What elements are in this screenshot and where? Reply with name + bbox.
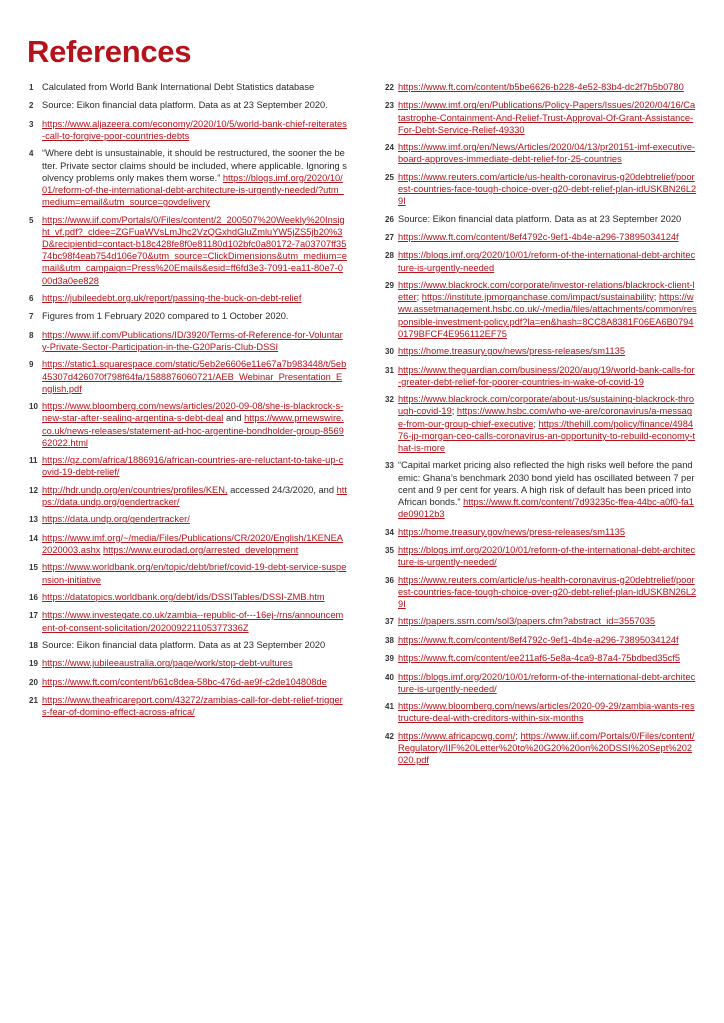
reference-item — [29, 292, 347, 305]
reference-item — [29, 214, 347, 287]
reference-item — [29, 657, 347, 670]
reference-text — [398, 81, 697, 94]
reference-number: 21 — [29, 696, 38, 706]
reference-item — [29, 147, 347, 208]
reference-number: 32 — [385, 395, 394, 405]
reference-text — [42, 214, 347, 287]
reference-text-segment: ; — [533, 418, 539, 429]
reference-link[interactable]: https://www.imf.org/en/News/Articles/2020/04/13/pr20151-imf-executive-board-approves-immediate-debt-relief-for-25-countries — [398, 142, 696, 165]
reference-text — [42, 484, 347, 508]
reference-item — [29, 639, 347, 652]
reference-number: 26 — [385, 214, 394, 224]
reference-number: 14 — [29, 533, 38, 543]
reference-item — [29, 310, 347, 323]
reference-link[interactable]: https://blogs.imf.org/2020/10/01/reform-of-the-international-debt-architecture-is-urgently-needed/ — [398, 544, 696, 568]
reference-number: 39 — [385, 654, 394, 664]
reference-text-segment: Figures from 1 February 2020 compared to 1 October 2020. — [42, 311, 289, 322]
reference-link[interactable]: https://blogs.imf.org/2020/10/01/reform-of-the-international-debt-architecture-is-urgently-needed — [398, 250, 696, 273]
reference-text-segment: accessed 24/3/2020, and — [227, 484, 337, 495]
reference-link[interactable]: https://www.assetmanagement.hsbc.co.uk/-/media/files/attachments/common/responsible-investment-policy.pdf?la=en&hash=8CC8A8381F06EA6B07940179BFCF4E956112EF75 — [398, 292, 697, 339]
reference-item — [29, 329, 347, 353]
reference-item — [385, 171, 697, 208]
reference-text — [398, 574, 697, 611]
reference-text — [42, 310, 347, 323]
reference-number: 19 — [29, 659, 38, 669]
reference-text — [42, 81, 347, 94]
reference-number: 25 — [385, 172, 394, 182]
reference-item — [385, 544, 697, 568]
reference-text — [42, 118, 347, 142]
reference-text — [398, 544, 697, 568]
reference-number: 12 — [29, 485, 38, 495]
reference-link[interactable]: https://www.ft.com/content/b5be6626-b228-4e52-83b4-dc2f7b5b0780 — [398, 82, 684, 92]
reference-item — [29, 358, 347, 395]
reference-item — [385, 574, 697, 611]
reference-item — [29, 400, 347, 449]
reference-item — [29, 484, 347, 508]
reference-number: 16 — [29, 592, 38, 602]
reference-text — [42, 358, 347, 395]
reference-number: 30 — [385, 347, 394, 357]
reference-link[interactable]: https://www.imf.org/en/Publications/Policy-Papers/Issues/2020/04/16/Catastrophe-Containment-And-Relief-Trust-Approval-Of-Grant-Assistance-For-Debt-Service-Relief-49330 — [398, 100, 696, 135]
reference-text-segment: Source: Eikon financial data platform. Data as at 23 September 2020 — [42, 639, 326, 650]
reference-number: 3 — [29, 119, 34, 129]
reference-link[interactable]: https://thehill.com/policy/finance/498476-jp-morgan-ceo-calls-coronavirus-an-opportunity-to-rebuild-economy-that-is-more — [398, 418, 696, 453]
reference-text — [398, 615, 697, 628]
reference-link[interactable]: https://www.bloomberg.com/news/articles/2020-09-08/she-is-blackrock-s-new-star-after-sealing-argentina-s-debt-deal — [42, 401, 344, 424]
reference-item — [385, 249, 697, 273]
reference-number: 42 — [385, 731, 394, 741]
reference-link[interactable]: https://www.ft.com/content/ee211af6-5e8a-4ca9-87a4-75bdbed35cf5 — [398, 653, 681, 664]
reference-item — [385, 213, 697, 226]
reference-item — [385, 526, 697, 539]
reference-number: 5 — [29, 215, 34, 225]
reference-link[interactable]: https://www.investegate.co.uk/zambia--republic-of---16ej-/rns/announcement-of-consent-solicitation/202009221105377336Z — [42, 610, 344, 633]
reference-number: 18 — [29, 640, 38, 650]
reference-number: 8 — [29, 330, 34, 340]
reference-text — [42, 454, 347, 478]
reference-number: 2 — [29, 101, 34, 111]
reference-item — [385, 231, 697, 244]
reference-item — [385, 730, 697, 767]
reference-text — [398, 231, 697, 244]
reference-text — [398, 459, 697, 520]
reference-number: 38 — [385, 635, 394, 645]
reference-item — [29, 676, 347, 689]
reference-link[interactable]: https://www.africapcwg.com/ — [398, 730, 516, 741]
reference-link[interactable]: https://papers.ssrn.com/sol3/papers.cfm?abstract_id=3557035 — [398, 616, 656, 627]
reference-item — [385, 364, 697, 388]
reference-item — [385, 652, 697, 665]
reference-text — [42, 694, 347, 718]
page-title: References — [27, 34, 192, 69]
reference-link[interactable]: https://jubileedebt.org.uk/report/passing-the-buck-on-debt-relief — [42, 292, 302, 303]
reference-link[interactable]: https://www.ft.com/content/7d93235c-ffea-44bc-a0f0-fa1de09012b3 — [398, 496, 694, 520]
reference-text — [398, 700, 697, 724]
reference-link[interactable]: https://home.treasury.gov/news/press-releases/sm1135 — [398, 346, 626, 357]
reference-item — [29, 609, 347, 633]
reference-text — [398, 279, 697, 340]
reference-text — [398, 393, 697, 454]
reference-number: 6 — [29, 293, 34, 303]
reference-text — [42, 329, 347, 353]
reference-link[interactable]: https://www.hsbc.com/who-we-are/coronavirus/a-message-from-our-group-chief-executive — [398, 406, 693, 429]
reference-text — [42, 591, 347, 604]
reference-text-segment: ; — [515, 730, 521, 741]
reference-text-segment: “Where debt is unsustainable, it should be restructured, the sooner the better. Private sector claims should be included, where applicable. Ignoring solvency problems only makes them worse.” — [42, 148, 347, 183]
reference-text — [42, 400, 347, 449]
reference-number: 1 — [29, 83, 34, 92]
reference-item — [385, 99, 697, 136]
reference-number: 29 — [385, 280, 394, 290]
reference-number: 13 — [29, 515, 38, 525]
reference-link[interactable]: https://www.prnewswire.co.uk/news-releases/statement-ad-hoc-argentine-bondholder-group-856962022.html — [42, 413, 344, 448]
reference-link[interactable]: https://www.iif.com/Publications/ID/3920/Terms-of-Reference-for-Voluntary-Private-Sector-Participation-in-the-G20Paris-Club-DSSI — [42, 329, 343, 352]
reference-link[interactable]: https://www.theafricareport.com/43272/zambias-call-for-debt-relief-triggers-fear-of-domino-effect-across-africa/ — [42, 695, 343, 718]
reference-number: 35 — [385, 545, 394, 555]
reference-link[interactable]: https://www.ft.com/content/8ef4792c-9ef1-4b4e-a296-73895034124f — [398, 634, 679, 645]
reference-item — [29, 454, 347, 478]
reference-item — [385, 459, 697, 520]
reference-link[interactable]: https://datatopics.worldbank.org/debt/ids/DSSITables/DSSI-ZMB.htm — [42, 591, 325, 602]
reference-item — [385, 615, 697, 628]
reference-number: 17 — [29, 611, 38, 621]
reference-number: 37 — [385, 617, 394, 627]
reference-item — [29, 513, 347, 526]
reference-number: 10 — [29, 402, 38, 412]
reference-number: 31 — [385, 365, 394, 375]
reference-item — [385, 700, 697, 724]
reference-text — [398, 730, 697, 767]
reference-link[interactable]: https://www.ft.com/content/b61c8dea-58bc-476d-ae9f-c2de104808de — [42, 676, 327, 687]
reference-item — [385, 393, 697, 454]
reference-text — [398, 634, 697, 647]
reference-number: 40 — [385, 672, 394, 682]
reference-link[interactable]: https://www.eurodad.org/arrested_development — [103, 544, 299, 555]
reference-text — [42, 609, 347, 633]
reference-link[interactable]: https://blogs.imf.org/2020/10/01/reform-of-the-international-debt-architecture-is-urgently-needed/ — [398, 671, 696, 694]
reference-link[interactable]: http://hdr.undp.org/en/countries/profiles/KEN, — [42, 484, 228, 495]
reference-text-segment: “Capital market pricing also reflected the high risks well before the pandemic: Ghana’s benchmark 2030 bond yield has oscillated between 7 per cent and 9 per cent for years. A high risk of default has been priced into African bonds.” — [398, 460, 695, 507]
reference-link[interactable]: https://www.bloomberg.com/news/articles/2020-09-29/zambia-wants-restructure-deal-with-creditors-within-six-months — [398, 701, 695, 724]
reference-text-segment: and — [223, 413, 245, 424]
reference-text — [42, 147, 347, 208]
references-column-left — [29, 81, 347, 724]
reference-item — [385, 671, 697, 695]
reference-text — [42, 292, 347, 305]
reference-text — [398, 141, 697, 165]
reference-item — [385, 634, 697, 647]
reference-link[interactable]: https://data.undp.org/gendertracker/ — [42, 514, 190, 525]
reference-text-segment: Source: Eikon financial data platform. Data as at 23 September 2020 — [398, 213, 682, 224]
reference-item — [29, 532, 347, 556]
reference-number: 7 — [29, 312, 34, 322]
reference-text — [398, 345, 697, 358]
reference-text-segment: Calculated from World Bank International Debt Statistics database — [42, 82, 315, 92]
reference-item — [29, 99, 347, 112]
reference-link[interactable]: https://www.jubileeaustralia.org/page/work/stop-debt-vultures — [42, 658, 293, 669]
reference-text — [42, 657, 347, 670]
reference-text — [42, 513, 347, 526]
reference-number: 33 — [385, 461, 394, 471]
reference-link[interactable]: https://www.imf.org/~/media/Files/Publications/CR/2020/English/1KENEA2020003.ashx — [42, 532, 343, 555]
reference-text-segment: Source: Eikon financial data platform. Data as at 23 September 2020. — [42, 100, 328, 111]
reference-link[interactable]: https://www.aljazeera.com/economy/2020/10/5/world-bank-chief-reiterates-call-to-forgive-poor-countries-debts — [42, 118, 347, 141]
reference-number: 9 — [29, 360, 34, 370]
reference-text — [398, 249, 697, 273]
reference-text-segment: ; — [416, 292, 422, 303]
reference-number: 36 — [385, 575, 394, 585]
reference-number: 22 — [385, 83, 394, 92]
reference-number: 11 — [29, 456, 38, 466]
reference-item — [29, 561, 347, 585]
reference-link[interactable]: https://www.worldbank.org/en/topic/debt/brief/covid-19-debt-service-suspension-initiative — [42, 562, 347, 585]
reference-item — [29, 694, 347, 718]
reference-item — [29, 81, 347, 94]
references-column-right — [385, 81, 697, 771]
reference-text — [42, 532, 347, 556]
reference-number: 23 — [385, 101, 394, 111]
reference-number: 20 — [29, 677, 38, 687]
reference-number: 27 — [385, 232, 394, 242]
reference-text-segment: ; — [451, 406, 457, 417]
reference-link[interactable]: https://static1.squarespace.com/static/5eb2e6606e11e67a7b983448/t/5eb45307d426070f798f64fa/1588876060721/AEB_Webinar_Presentation_English.pdf — [42, 359, 347, 394]
reference-item — [29, 591, 347, 604]
reference-item — [385, 81, 697, 94]
reference-text — [42, 639, 347, 652]
reference-text — [42, 676, 347, 689]
reference-text — [398, 364, 697, 388]
reference-item — [385, 279, 697, 340]
reference-number: 28 — [385, 251, 394, 261]
reference-text — [398, 652, 697, 665]
reference-link[interactable]: https://institute.jpmorganchase.com/impact/sustainability — [421, 292, 654, 303]
reference-link[interactable]: https://www.reuters.com/article/us-health-coronavirus-g20debtrelief/poorest-countries-face-tough-choice-over-g20-debt-relief-plan-idUSKBN26L29I — [398, 171, 697, 207]
reference-link[interactable]: https://www.reuters.com/article/us-health-coronavirus-g20debtrelief/poorest-countries-face-tough-choice-over-g20-debt-relief-plan-idUSKBN26L29I — [398, 574, 697, 609]
reference-number: 34 — [385, 527, 394, 537]
reference-link[interactable]: https://home.treasury.gov/news/press-releases/sm1135 — [398, 526, 626, 537]
reference-link[interactable]: https://blogs.imf.org/2020/10/01/reform-of-the-international-debt-architecture-is-urgently-needed/?utm_medium=email&utm_source=govdelivery — [42, 172, 344, 208]
reference-link[interactable]: https://www.blackrock.com/corporate/investor-relations/blackrock-client-letter — [398, 279, 695, 303]
reference-text — [42, 561, 347, 585]
reference-text — [398, 526, 697, 539]
reference-link[interactable]: https://www.blackrock.com/corporate/about-us/sustaining-blackrock-through-covid-19 — [398, 394, 695, 417]
reference-text — [398, 213, 697, 226]
reference-number: 24 — [385, 143, 394, 153]
reference-link[interactable]: https://www.ft.com/content/8ef4792c-9ef1-4b4e-a296-73895034124f — [398, 231, 679, 242]
reference-link[interactable]: https://data.undp.org/gendertracker/ — [42, 484, 347, 507]
reference-number: 4 — [29, 149, 34, 159]
reference-item — [385, 141, 697, 165]
reference-text-segment: ; — [653, 292, 659, 303]
reference-text — [398, 671, 697, 695]
reference-item — [385, 345, 697, 358]
reference-number: 41 — [385, 702, 394, 712]
reference-item — [29, 118, 347, 142]
reference-number: 15 — [29, 563, 38, 573]
reference-link[interactable]: https://www.iif.com/Portals/0/Files/content/2_200507%20Weekly%20Insight_vf.pdf?_cldee=ZGFuaWVsLmJhc2VzQGxhdGluZmluYW5jZS5jb20%3D&recipientid=contact-b18c428fe8f0e81180d102bfc0a80172-7a03707ff3574bc98f4eab754d106e70&utm_source=ClickDimensions&utm_medium=email&utm_campaign=Press%20Emails&esid=ff6fd3e3-7091-ea11-80e7-000d3a0ee828 — [42, 214, 347, 286]
reference-text — [42, 99, 347, 112]
reference-text — [398, 171, 697, 208]
reference-link[interactable]: https://www.iif.com/Portals/0/Files/content/Regulatory/IIF%20Letter%20to%20G20%20on%20DSSI%20Sept%202020.pdf — [398, 730, 695, 766]
reference-link[interactable]: https://www.theguardian.com/business/2020/aug/19/world-bank-calls-for-greater-debt-relief-for-poorer-countries-in-wake-of-covid-19 — [398, 364, 695, 387]
reference-link[interactable]: https://qz.com/africa/1886916/african-countries-are-reluctant-to-take-up-covid-19-debt-relief/ — [42, 455, 344, 478]
reference-text — [398, 99, 697, 136]
